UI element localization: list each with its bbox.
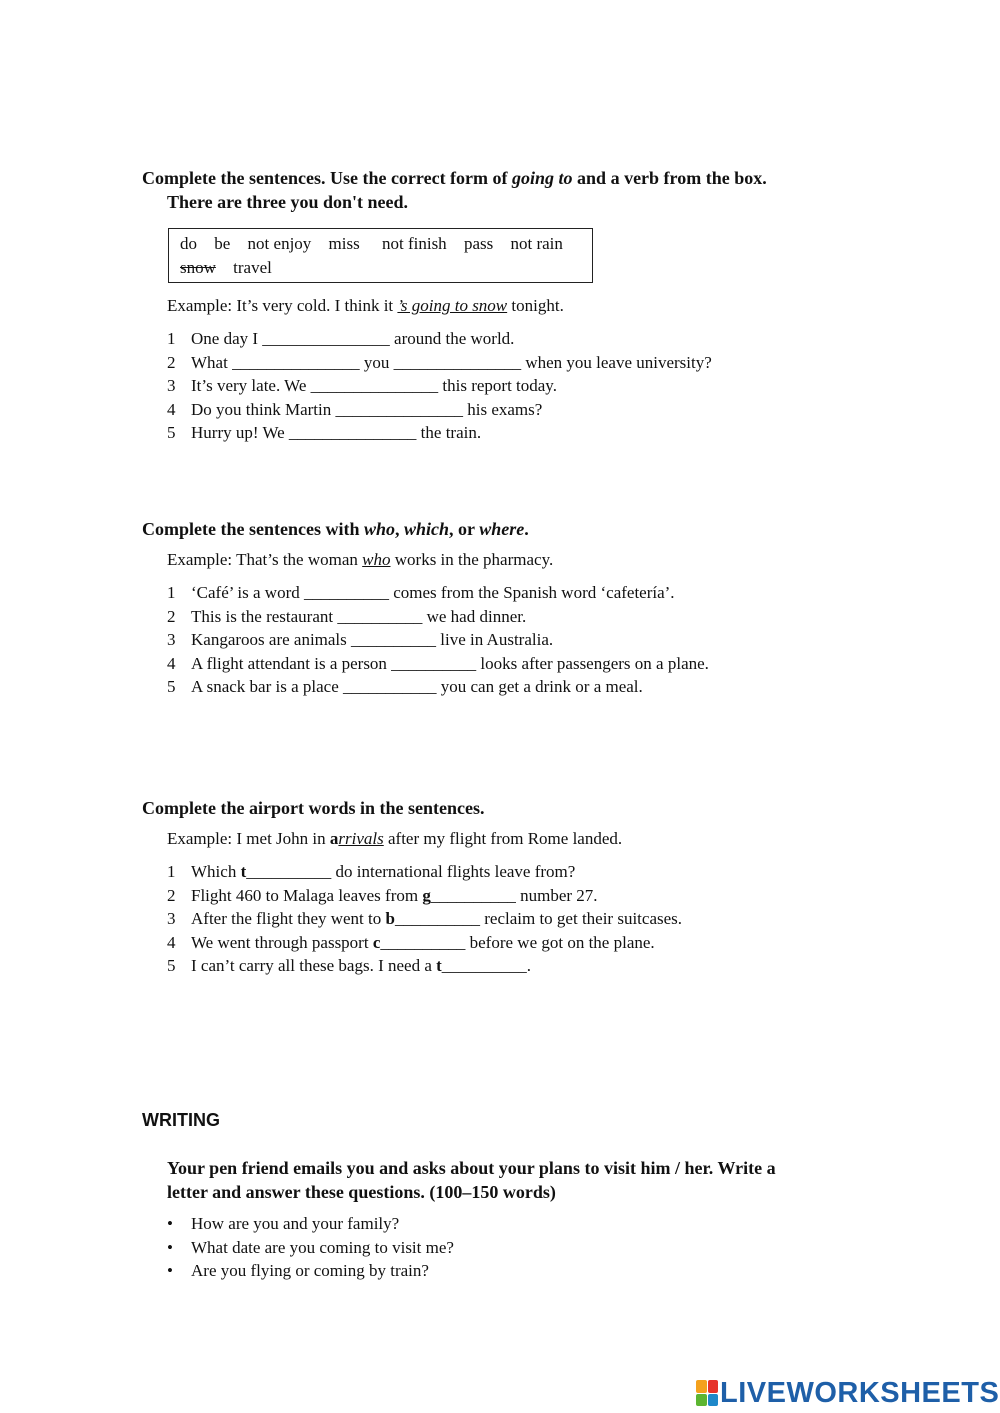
logo-square (696, 1380, 707, 1393)
list-item: 1 One day I _______________ around the world. (167, 329, 515, 348)
liveworksheets-logo[interactable] (696, 1376, 999, 1410)
bullet-icon: • (167, 1261, 173, 1280)
list-item: • How are you and your family? (167, 1212, 454, 1236)
word-box-word: not rain (510, 234, 563, 253)
example-answer: who (362, 550, 391, 569)
bullet-icon: • (167, 1237, 173, 1257)
logo-text: LIVEWORKSHEETS (720, 1376, 1000, 1409)
list-item: 3 Kangaroos are animals __________ live in Australia. (167, 630, 554, 649)
example-answer: rrivals (338, 829, 384, 848)
logo-square (708, 1394, 719, 1407)
list-item: 3 It’s very late. We _______________ this report today. (167, 376, 557, 395)
list-item: 2 What _______________ you _______________ when you leave university? (167, 352, 712, 372)
example-answer: ’s going to snow (397, 296, 508, 315)
word-box-row-2 (180, 256, 592, 280)
list-item: 5 I can’t carry all these bags. I need a t__________. (167, 956, 532, 975)
word-box-word: not finish (381, 234, 447, 253)
list-item: 4 We went through passport c__________ before we got on the plane. (167, 932, 655, 952)
writing-instructions: Your pen friend emails you and asks about your plans to visit him / her. Write a letter and answer these questions. (100–150 words) (167, 1158, 776, 1202)
word-box-word: be (214, 234, 231, 253)
word-box-word-used: snow (180, 258, 216, 277)
logo-square (708, 1380, 719, 1393)
list-item: 2 This is the restaurant __________ we had dinner. (167, 606, 527, 626)
writing-questions (167, 1212, 454, 1283)
list-item: 5 A snack bar is a place ___________ you can get a drink or a meal. (167, 677, 643, 696)
word-box-word: travel (233, 258, 272, 277)
section2-instructions: Complete the sentences with who, which, or where. (142, 519, 529, 539)
word-box-word: do (180, 234, 197, 253)
logo-square (696, 1394, 707, 1407)
section3-list (167, 860, 682, 978)
list-item: • What date are you coming to visit me? (167, 1236, 454, 1260)
word-box-row-1 (180, 232, 592, 256)
writing-heading: WRITING (142, 1110, 220, 1130)
list-item: 4 Do you think Martin _______________ his exams? (167, 399, 543, 419)
section3-example: Example: I met John in arrivals after my flight from Rome landed. (167, 829, 623, 848)
liveworksheets-logo-icon (696, 1380, 718, 1406)
list-item: 1 ‘Café’ is a word __________ comes from the Spanish word ‘cafetería’. (167, 583, 675, 602)
word-box-word: not enjoy (247, 234, 312, 253)
word-box-word: pass (463, 234, 494, 253)
section2-list (167, 581, 709, 699)
section1-example: Example: It’s very cold. I think it ’s going to snow tonight. (167, 296, 564, 315)
section1-instructions: Complete the sentences. Use the correct form of going to and a verb from the box. There are three you don't need. (142, 168, 767, 212)
word-box (168, 228, 593, 283)
bullet-icon: • (167, 1214, 173, 1233)
word-box-word: miss (328, 234, 360, 253)
section1-list (167, 327, 712, 445)
list-item: 2 Flight 460 to Malaga leaves from g__________ number 27. (167, 885, 598, 905)
list-item: 4 A flight attendant is a person __________ looks after passengers on a plane. (167, 653, 709, 673)
section2-example: Example: That’s the woman who works in the pharmacy. (167, 550, 554, 569)
list-item: 5 Hurry up! We _______________ the train. (167, 423, 482, 442)
list-item: 3 After the flight they went to b__________ reclaim to get their suitcases. (167, 909, 683, 928)
section3-instructions: Complete the airport words in the sentences. (142, 798, 485, 818)
list-item: 1 Which t__________ do international flights leave from? (167, 862, 576, 881)
list-item: • Are you flying or coming by train? (167, 1259, 454, 1283)
